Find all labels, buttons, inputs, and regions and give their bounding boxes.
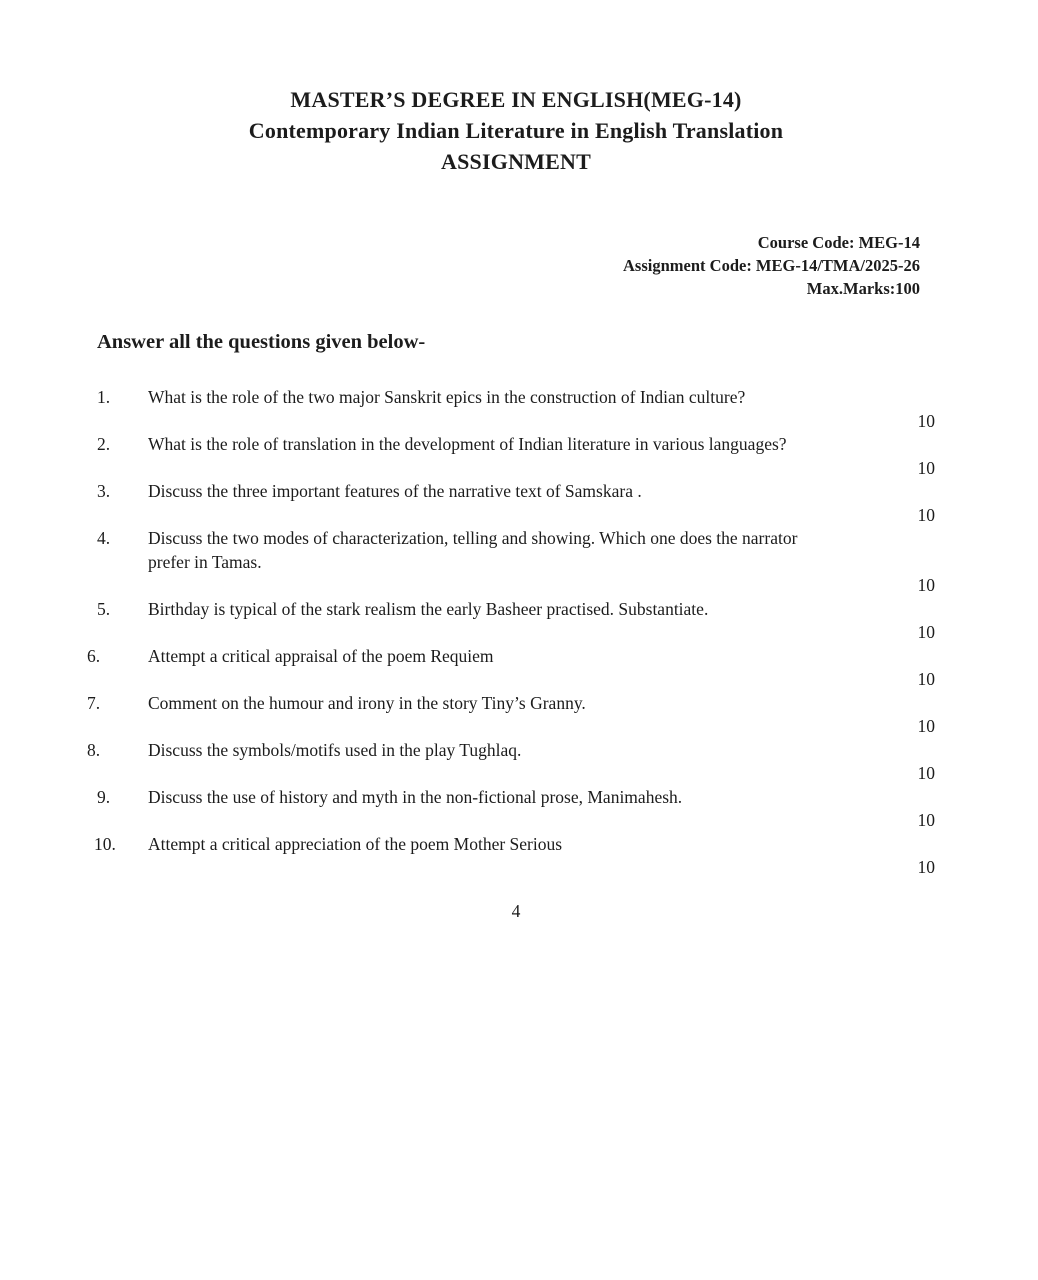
question-number: 5. [97, 598, 111, 619]
question-row [97, 480, 935, 504]
question-row [97, 386, 935, 410]
question-item [97, 598, 935, 645]
question-item [94, 833, 935, 880]
assignment-meta [97, 231, 920, 300]
question-list [87, 386, 935, 880]
question-marks: 10 [917, 504, 935, 525]
question-number: 10. [94, 833, 116, 854]
question-marks: 10 [917, 763, 935, 783]
question-marks: 10 [917, 669, 935, 689]
question-text: What is the role of the two major Sanskrit epics in the construction of Indian culture? [148, 387, 746, 407]
question-number: 6. [87, 645, 101, 666]
document-header [97, 84, 935, 177]
question-text: Attempt a critical appraisal of the poem Requiem [148, 645, 494, 666]
question-number: 7. [87, 692, 101, 713]
question-row [87, 692, 935, 716]
question-marks: 10 [917, 575, 935, 595]
question-row [97, 433, 935, 457]
question-row [97, 786, 935, 810]
question-item [97, 386, 935, 433]
question-row [97, 527, 935, 574]
question-text: What is the role of translation in the development of Indian literature in various languages? [148, 434, 787, 454]
question-text: Discuss the use of history and myth in the non-fictional prose, Manimahesh. [148, 786, 683, 807]
question-item [97, 786, 935, 833]
question-text: Discuss the three important features of the narrative text of Samskara . [148, 481, 642, 501]
question-text: Birthday is typical of the stark realism the early Basheer practised. Substantiate. [148, 598, 709, 619]
question-item [87, 739, 935, 786]
question-item [87, 692, 935, 739]
question-item [97, 433, 935, 480]
question-text: Comment on the humour and irony in the story Tiny’s Granny. [148, 692, 586, 713]
question-item [97, 527, 935, 598]
question-number: 2. [97, 434, 111, 454]
question-row [87, 645, 935, 669]
question-number: 4. [97, 528, 111, 548]
question-item [87, 645, 935, 692]
document-subtitle: Contemporary Indian Literature in English Translation [248, 118, 784, 143]
document-type-heading: ASSIGNMENT [441, 149, 591, 174]
question-text: Discuss the symbols/motifs used in the play Tughlaq. [148, 739, 522, 760]
question-number: 3. [97, 481, 111, 501]
question-number: 8. [87, 739, 101, 760]
question-text: Discuss the two modes of characterization, telling and showing. Which one does the narrator prefer in Tamas. [148, 528, 798, 572]
question-row [97, 598, 935, 622]
question-row [94, 833, 935, 857]
document-title: MASTER’S DEGREE IN ENGLISH(MEG-14) [290, 87, 742, 112]
question-marks: 10 [917, 857, 935, 877]
question-text: Attempt a critical appreciation of the poem Mother Serious [148, 833, 563, 854]
question-marks: 10 [917, 410, 935, 431]
question-item [97, 480, 935, 527]
max-marks: Max.Marks:100 [806, 279, 920, 298]
course-code: Course Code: MEG-14 [757, 233, 920, 252]
assignment-code: Assignment Code: MEG-14/TMA/2025-26 [623, 256, 920, 275]
question-marks: 10 [917, 716, 935, 736]
page-number: 4 [511, 900, 521, 921]
question-marks: 10 [917, 457, 935, 478]
instruction-heading: Answer all the questions given below- [97, 331, 426, 353]
question-marks: 10 [917, 622, 935, 642]
question-marks: 10 [917, 810, 935, 830]
question-row [87, 739, 935, 763]
question-number: 9. [97, 786, 111, 807]
question-number: 1. [97, 387, 111, 407]
